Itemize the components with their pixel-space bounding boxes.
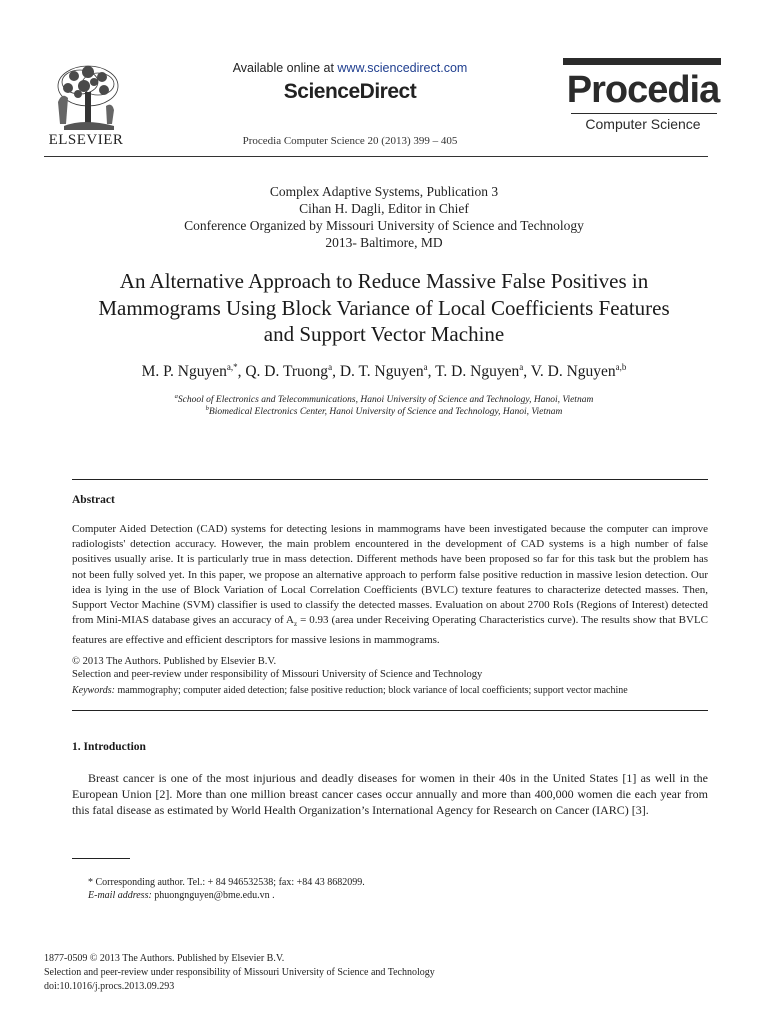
author-name: T. D. Nguyen: [435, 363, 520, 381]
affiliation-mark: b: [205, 405, 209, 412]
email-label: E-mail address:: [88, 890, 152, 901]
author-name: M. P. Nguyen: [141, 363, 227, 381]
conference-line: Cihan H. Dagli, Editor in Chief: [299, 201, 469, 216]
email-address[interactable]: phuongnguyen@bme.edu.vn .: [151, 890, 275, 901]
header-rule: [44, 156, 708, 157]
title-line: An Alternative Approach to Reduce Massive False Positives in: [119, 269, 649, 293]
abstract-text: Computer Aided Detection (CAD) systems for detecting lesions in mammograms have been investigated because the computer can improve radiologists' detection accuracy. However, the main problem encountered in the development of CAD systems is a high number of false positives usually arise. It is particularly true in mass detection. Different methods have been proposed so far for this task but the problem has not been fully solved yet. In this paper, we propose an alternative approach to perform false positive reduction in massive lesion detection. Our idea is lying in the use of Block Variation of Local Correlation Coefficients (BVLC) texture features to characterize detected masses. Then, Support Vector Machine (SVM) classifier is used to classify the detected masses. Evaluation on about 2700 RoIs (Regions of Interest) detected from Mini-MIAS database gives an accuracy of A: [72, 523, 708, 627]
footer-doi[interactable]: doi:10.1016/j.procs.2013.09.293: [44, 981, 175, 992]
elsevier-wordmark: ELSEVIER: [48, 132, 124, 148]
abstract-subscript: z: [293, 620, 298, 629]
author-affiliation-mark: a,b: [615, 362, 627, 372]
footer-peer-review: Selection and peer-review under responsibility of Missouri University of Science and Technology: [44, 967, 435, 978]
abstract-body: [72, 522, 708, 648]
footer-issn: 1877-0509 © 2013 The Authors. Published by Elsevier B.V.: [44, 953, 285, 964]
conference-line: Complex Adaptive Systems, Publication 3: [269, 184, 499, 199]
author-name: D. T. Nguyen: [339, 363, 424, 381]
keywords-list: mammography; computer aided detection; false positive reduction; block variance of local coefficients; support vector machine: [114, 685, 628, 696]
procedia-subtitle: Computer Science: [585, 116, 701, 132]
email-note: [88, 890, 275, 901]
procedia-wordmark: Procedia: [566, 69, 720, 111]
author-name: V. D. Nguyen: [530, 363, 616, 381]
author-separator: ,: [237, 363, 246, 381]
abstract-top-rule: [72, 479, 708, 480]
affiliation: [60, 405, 708, 417]
affiliation-text: Biomedical Electronics Center, Hanoi University of Science and Technology, Hanoi, Vietnam: [208, 407, 563, 418]
procedia-top-bar: [563, 58, 721, 65]
available-online-line: [200, 61, 500, 75]
journal-citation: Procedia Computer Science 20 (2013) 399 – 405: [242, 135, 458, 147]
affiliation-text: School of Electronics and Telecommunications, Hanoi University of Science and Technology, Hanoi, Vietnam: [177, 395, 594, 406]
author-separator: ,: [332, 363, 340, 381]
author-affiliation-mark: a: [328, 362, 333, 372]
conference-line: Conference Organized by Missouri University of Science and Technology: [184, 218, 584, 233]
affiliation-mark: a: [174, 393, 178, 400]
abstract-heading: Abstract: [72, 494, 115, 506]
abstract-peer-review: Selection and peer-review under responsibility of Missouri University of Science and Technology: [72, 669, 483, 680]
keywords: [72, 685, 708, 696]
author-affiliation-mark: a: [423, 362, 428, 372]
abstract-text-end: = 0.93 (area under Receiving Operating Characteristics curve). The results show that BVLC features are effective and efficient descriptors for massive lesions in mammograms.: [72, 614, 708, 646]
procedia-divider: [571, 113, 717, 114]
author-separator: ,: [427, 363, 436, 381]
sciencedirect-link[interactable]: www.sciencedirect.com: [337, 61, 468, 75]
paper-title: [60, 268, 708, 348]
corresponding-author-note: * Corresponding author. Tel.: + 84 946532538; fax: +84 43 8682099.: [88, 877, 365, 888]
keywords-label: Keywords:: [72, 685, 115, 696]
elsevier-tree-logo: [44, 62, 126, 132]
abstract-copyright: © 2013 The Authors. Published by Elsevier B.V.: [72, 656, 277, 667]
title-line: Mammograms Using Block Variance of Local Coefficients Features: [98, 295, 670, 320]
author-affiliation-mark: a: [519, 362, 524, 372]
author-name: Q. D. Truong: [245, 363, 329, 381]
introduction-paragraph: Breast cancer is one of the most injurious and deadly diseases for women in their 40s in the United States [1] as well in the European Union [2]. More than one million breast cancer cases occur annually and more than 400,000 women die each year from this fatal disease as estimated by World Health Organization’s International Agency for Research on Cancer (IARC) [3].: [72, 771, 708, 817]
footnote-rule: [72, 858, 130, 859]
title-line: and Support Vector Machine: [263, 322, 505, 346]
author-separator: ,: [523, 363, 531, 381]
abstract-bottom-rule: [72, 710, 708, 711]
section-heading: 1. Introduction: [72, 741, 146, 753]
affiliation: [60, 393, 708, 405]
author-list: [60, 362, 708, 381]
conference-line: 2013- Baltimore, MD: [325, 235, 443, 250]
sciencedirect-logo: ScienceDirect: [283, 80, 417, 103]
author-affiliation-mark: a,*: [226, 362, 238, 372]
procedia-logo: [563, 58, 721, 138]
available-online-text: Available online at: [232, 61, 338, 75]
